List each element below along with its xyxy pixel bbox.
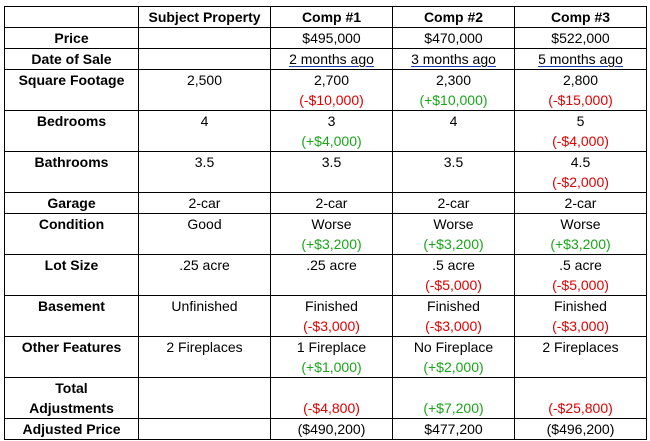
row-label: Other Features bbox=[5, 337, 139, 378]
column-header-comp3: Comp #3 bbox=[515, 7, 647, 28]
row-other-features bbox=[5, 337, 647, 378]
spacer bbox=[393, 378, 514, 398]
subject-cell bbox=[139, 214, 271, 255]
spacer bbox=[271, 378, 392, 398]
row-label: Lot Size bbox=[5, 255, 139, 296]
comp2-cell bbox=[393, 111, 515, 152]
subject-cell bbox=[139, 337, 271, 378]
column-header-comp1: Comp #1 bbox=[271, 7, 393, 28]
comp2-cell bbox=[393, 28, 515, 49]
adjustment-value: (-$2,000) bbox=[552, 174, 609, 190]
subject-cell bbox=[139, 28, 271, 49]
cell-value: .25 acre bbox=[306, 257, 357, 273]
cell-value: 2 months ago bbox=[289, 51, 374, 67]
adjustment-value: (+$2,000) bbox=[423, 359, 484, 375]
header-row bbox=[5, 7, 647, 28]
comp1-cell bbox=[271, 28, 393, 49]
cell-value: 2,800 bbox=[562, 72, 599, 88]
comp3-cell bbox=[515, 70, 647, 111]
cell-value: Worse bbox=[560, 216, 601, 232]
comp3-cell bbox=[515, 193, 647, 214]
corner-cell bbox=[5, 7, 139, 28]
row-label: Adjusted Price bbox=[5, 419, 139, 440]
cell-value: .5 acre bbox=[432, 257, 475, 273]
row-adjusted-price bbox=[5, 419, 647, 440]
comp2-cell bbox=[393, 70, 515, 111]
adjustment-value: (-$3,000) bbox=[425, 318, 482, 334]
column-header-comp2: Comp #2 bbox=[393, 7, 515, 28]
subject-cell bbox=[139, 49, 271, 70]
cell-value: 4.5 bbox=[570, 154, 591, 170]
comp2-cell bbox=[393, 152, 515, 193]
comp3-cell bbox=[515, 28, 647, 49]
subject-cell bbox=[139, 255, 271, 296]
cell-value: Good bbox=[187, 216, 222, 232]
adjustment-value: (+$7,200) bbox=[423, 400, 484, 416]
comp2-cell bbox=[393, 214, 515, 255]
subject-cell bbox=[139, 193, 271, 214]
cell-value: Finished bbox=[305, 298, 358, 314]
row-label: Square Footage bbox=[5, 70, 139, 111]
comp2-cell bbox=[393, 49, 515, 70]
subject-cell bbox=[139, 111, 271, 152]
cell-value bbox=[139, 49, 270, 69]
row-price bbox=[5, 28, 647, 49]
cell-value: 2 Fireplaces bbox=[166, 339, 243, 355]
row-label-line-1: Total bbox=[55, 380, 88, 396]
cell-value: $495,000 bbox=[302, 30, 361, 46]
comp1-cell bbox=[271, 378, 393, 419]
cell-value: Worse bbox=[433, 216, 474, 232]
comp2-cell bbox=[393, 378, 515, 419]
row-square-footage bbox=[5, 70, 647, 111]
adjustment-value: (+$4,000) bbox=[301, 133, 362, 149]
cell-value: 2-car bbox=[564, 195, 597, 211]
cell-value bbox=[139, 419, 270, 439]
adjustment-value: (-$25,800) bbox=[548, 400, 613, 416]
adjustment-value: (-$15,000) bbox=[548, 92, 613, 108]
comp3-cell bbox=[515, 337, 647, 378]
comp3-cell bbox=[515, 49, 647, 70]
comp3-cell bbox=[515, 111, 647, 152]
row-bathrooms bbox=[5, 152, 647, 193]
cell-value: .25 acre bbox=[179, 257, 230, 273]
cell-value: 3.5 bbox=[321, 154, 342, 170]
comp2-cell bbox=[393, 255, 515, 296]
cell-value: 4 bbox=[200, 113, 209, 129]
cell-value: 2-car bbox=[188, 195, 221, 211]
row-basement bbox=[5, 296, 647, 337]
row-label: Condition bbox=[5, 214, 139, 255]
subject-cell bbox=[139, 419, 271, 440]
adjustment-value: (-$5,000) bbox=[552, 277, 609, 293]
comp3-cell bbox=[515, 255, 647, 296]
adjustment-value: (-$5,000) bbox=[425, 277, 482, 293]
adjustment-value: (-$4,000) bbox=[552, 133, 609, 149]
cell-value: $477,200 bbox=[424, 421, 483, 437]
cell-value: 2-car bbox=[437, 195, 470, 211]
adjustment-value: (-$3,000) bbox=[303, 318, 360, 334]
row-label: Date of Sale bbox=[5, 49, 139, 70]
row-label: Price bbox=[5, 28, 139, 49]
cell-value: No Fireplace bbox=[413, 339, 494, 355]
column-header-subject: Subject Property bbox=[139, 7, 271, 28]
cell-value: ($490,200) bbox=[297, 421, 366, 437]
comp2-cell bbox=[393, 193, 515, 214]
comp1-cell bbox=[271, 49, 393, 70]
cell-value: 5 months ago bbox=[538, 51, 623, 67]
adjustment-value: (+$3,200) bbox=[423, 236, 484, 252]
row-label: Basement bbox=[5, 296, 139, 337]
cell-value: Finished bbox=[427, 298, 480, 314]
comp2-cell bbox=[393, 337, 515, 378]
cell-value: 4 bbox=[449, 113, 458, 129]
cell-value: Worse bbox=[311, 216, 352, 232]
subject-cell bbox=[139, 70, 271, 111]
cell-value: $470,000 bbox=[424, 30, 483, 46]
adjustment-value: (-$4,800) bbox=[303, 400, 360, 416]
comp3-cell bbox=[515, 419, 647, 440]
adjustment-value: (+$3,200) bbox=[301, 236, 362, 252]
subject-cell bbox=[139, 152, 271, 193]
cell-value: 2,500 bbox=[186, 72, 223, 88]
comp1-cell bbox=[271, 255, 393, 296]
adjustment-value: (+$1,000) bbox=[301, 359, 362, 375]
comp3-cell bbox=[515, 152, 647, 193]
cell-value: 2,700 bbox=[313, 72, 350, 88]
row-garage bbox=[5, 193, 647, 214]
spacer bbox=[515, 378, 646, 398]
comp1-cell bbox=[271, 193, 393, 214]
cell-value: ($496,200) bbox=[546, 421, 615, 437]
row-condition bbox=[5, 214, 647, 255]
subject-cell bbox=[139, 296, 271, 337]
adjustment-value: (-$3,000) bbox=[552, 318, 609, 334]
row-bedrooms bbox=[5, 111, 647, 152]
row-label: Bathrooms bbox=[5, 152, 139, 193]
comp3-cell bbox=[515, 214, 647, 255]
cell-value bbox=[139, 28, 270, 48]
row-label bbox=[5, 378, 139, 419]
comp3-cell bbox=[515, 378, 647, 419]
row-label: Garage bbox=[5, 193, 139, 214]
row-date-of-sale bbox=[5, 49, 647, 70]
comparables-table bbox=[4, 6, 647, 440]
cell-value: $522,000 bbox=[551, 30, 610, 46]
cell-value: 3.5 bbox=[194, 154, 215, 170]
adjustment-value: (-$10,000) bbox=[299, 92, 364, 108]
cell-value: Finished bbox=[554, 298, 607, 314]
comp1-cell bbox=[271, 337, 393, 378]
comp1-cell bbox=[271, 419, 393, 440]
comp1-cell bbox=[271, 152, 393, 193]
cell-value: 3 months ago bbox=[411, 51, 496, 67]
comp1-cell bbox=[271, 111, 393, 152]
comp1-cell bbox=[271, 214, 393, 255]
cell-value: 3 bbox=[327, 113, 336, 129]
comp2-cell bbox=[393, 296, 515, 337]
row-label-line-2: Adjustments bbox=[29, 400, 114, 416]
row-lot-size bbox=[5, 255, 647, 296]
cell-value: 2 Fireplaces bbox=[542, 339, 619, 355]
comp1-cell bbox=[271, 296, 393, 337]
row-label: Bedrooms bbox=[5, 111, 139, 152]
comp2-cell bbox=[393, 419, 515, 440]
subject-cell bbox=[139, 378, 271, 419]
cell-value: 3.5 bbox=[443, 154, 464, 170]
cell-value: Unfinished bbox=[171, 298, 238, 314]
comp1-cell bbox=[271, 70, 393, 111]
cell-value: .5 acre bbox=[559, 257, 602, 273]
cell-value: 2-car bbox=[315, 195, 348, 211]
cell-value bbox=[139, 378, 270, 398]
adjustment-value: (+$3,200) bbox=[550, 236, 611, 252]
comp3-cell bbox=[515, 296, 647, 337]
cell-value: 2,300 bbox=[435, 72, 472, 88]
cell-value: 5 bbox=[576, 113, 585, 129]
adjustment-value: (+$10,000) bbox=[419, 92, 488, 108]
row-total-adjustments bbox=[5, 378, 647, 419]
cell-value: 1 Fireplace bbox=[296, 339, 367, 355]
